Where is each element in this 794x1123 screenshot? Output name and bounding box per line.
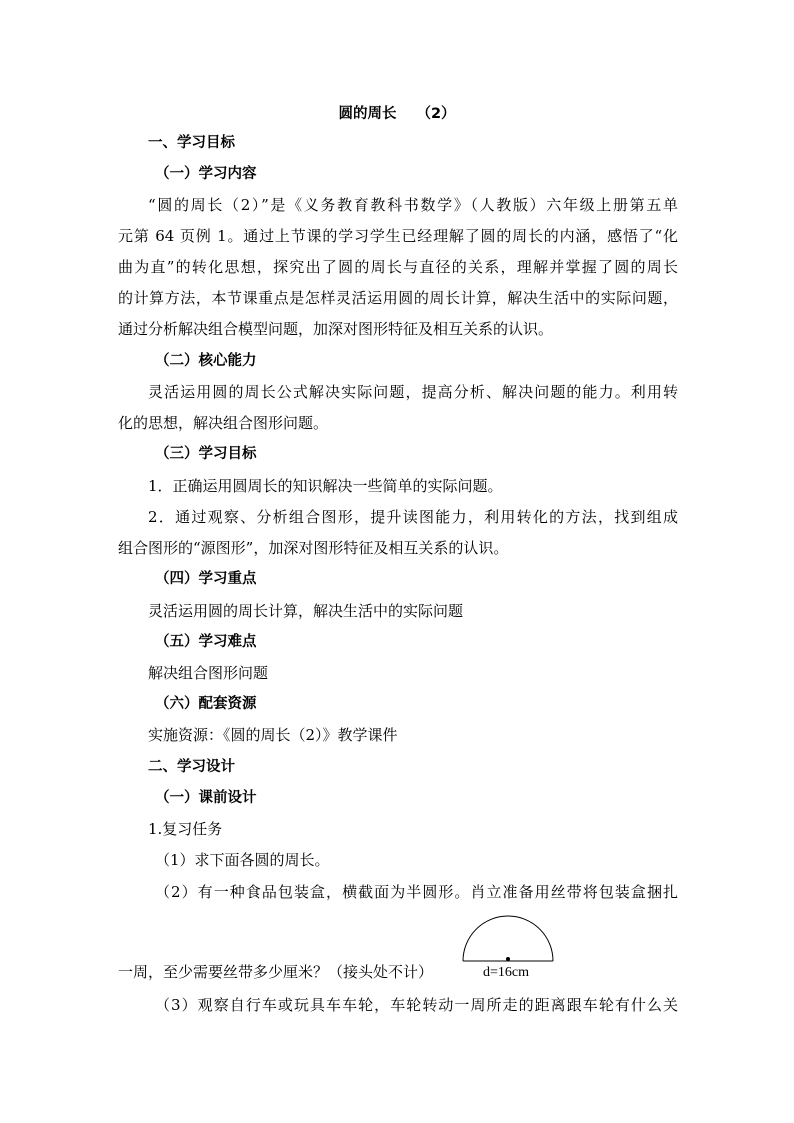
subheading-difficulty: （五）学习难点 — [155, 634, 257, 650]
subheading-core-ability: （二）核心能力 — [155, 353, 257, 369]
list-item: 1．正确运用圆周长的知识解决一些简单的实际问题。 — [148, 477, 503, 495]
paragraph-line: “圆的周长（2）”是《义务教育教科书数学》（人教版）六年级上册第五单 — [148, 196, 678, 214]
list-item: 2．通过观察、分析组合图形，提升读图能力，利用转化的方法，找到组成 — [148, 508, 678, 526]
paragraph-line: 灵活运用圆的周长公式解决实际问题，提高分析、解决问题的能力。利用转 — [148, 383, 678, 401]
title-number: （2） — [416, 106, 456, 122]
heading-learning-design: 二、学习设计 — [148, 759, 235, 775]
list-item: （1）求下面各圆的周长。 — [155, 851, 330, 869]
paragraph-line: 曲为直”的转化思想，探究出了圆的周长与直径的关系，理解并掌握了圆的周长 — [118, 258, 678, 276]
list-item: （3）观察自行车或玩具车车轮，车轮转动一周所走的距离跟车轮有什么关 — [155, 996, 678, 1014]
subheading-pre-class: （一）课前设计 — [155, 790, 257, 806]
semicircle-figure — [458, 913, 558, 983]
paragraph-line: 组合图形的“源图形”，加深对图形特征及相互关系的认识。 — [118, 539, 509, 557]
paragraph-line: 的计算方法，本节课重点是怎样灵活运用圆的周长计算，解决生活中的实际问题， — [118, 289, 678, 307]
diameter-label: d=16cm — [483, 965, 529, 980]
subheading-content: （一）学习内容 — [155, 166, 257, 182]
paragraph-line: 灵活运用圆的周长计算，解决生活中的实际问题 — [148, 602, 464, 620]
paragraph-line: 实施资源：《圆的周长（2）》教学课件 — [148, 726, 398, 744]
subheading-resources: （六）配套资源 — [155, 696, 257, 712]
subheading-key-point: （四）学习重点 — [155, 571, 257, 587]
semicircle-arc — [463, 916, 553, 961]
center-dot — [506, 957, 510, 961]
paragraph-line: 通过分析解决组合模型问题，加深对图形特征及相互关系的认识。 — [118, 320, 554, 338]
paragraph-line: 元第 64 页例 1。通过上节课的学习学生已经理解了圆的周长的内涵，感悟了“化 — [118, 227, 678, 245]
subheading-goals: （三）学习目标 — [155, 446, 257, 462]
paragraph-line: 一周，至少需要丝带多少厘米？（接头处不计） — [118, 963, 434, 981]
paragraph-line: 解决组合图形问题 — [148, 664, 269, 682]
heading-learning-goals: 一、学习目标 — [148, 135, 235, 151]
title-text: 圆的周长 — [338, 106, 397, 122]
list-item: 1.复习任务 — [148, 820, 223, 838]
document-title — [0, 102, 794, 123]
paragraph-line: 化的思想，解决组合图形问题。 — [118, 414, 329, 432]
list-item: （2）有一种食品包装盒，横截面为半圆形。肖立准备用丝带将包装盒捆扎 — [155, 883, 678, 901]
